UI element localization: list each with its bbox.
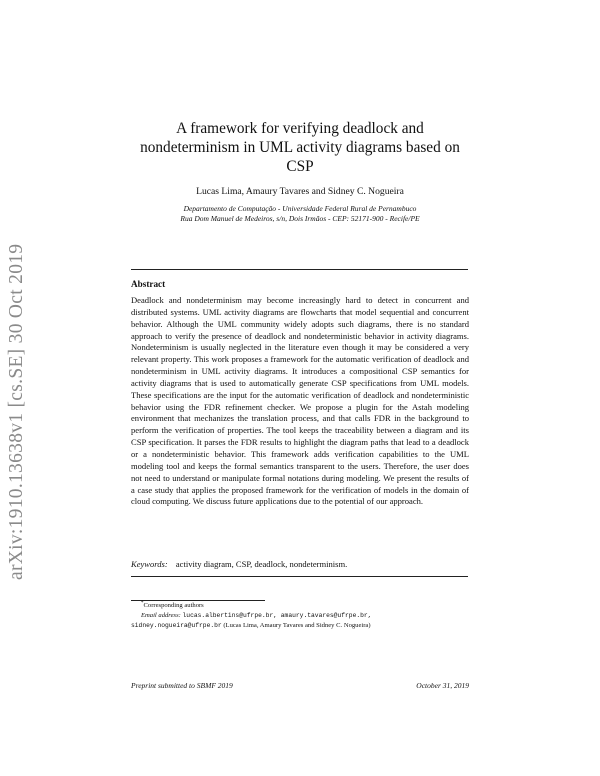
footnote-email-continued	[131, 621, 371, 631]
title-line: nondeterminism in UML activity diagrams based on	[140, 139, 460, 156]
footnote-corresponding	[141, 601, 204, 611]
abstract-heading: Abstract	[131, 279, 166, 289]
paper-title	[100, 119, 500, 176]
keywords	[131, 559, 469, 569]
corresponding-text: Corresponding authors	[143, 602, 204, 609]
abstract-top-rule	[131, 269, 468, 270]
email-address[interactable]: sidney.nogueira@ufrpe.br	[131, 622, 222, 629]
keywords-text: activity diagram, CSP, deadlock, nondeterminism.	[175, 559, 348, 569]
abstract-body: Deadlock and nondeterminism may become increasingly hard to detect in concurrent and distributed systems. UML activity diagrams are flowcharts that model sequential and concurrent behavior. Although the UML community widely adopts such diagrams, there is no standard approach to verify the presence of deadlock and nondeterministic behavior in activity diagrams. Nondeterminism is usually neglected in the literature even though it may be considered a very relevant property. This work proposes a framework for the automatic verification of deadlock and nondeterminism in UML activity diagrams. It introduces a compositional CSP semantics for activity diagrams that is used to automatically generate CSP specifications from UML models. These specifications are the input for the automatic verification of deadlock and nondeterministic behavior using the FDR refinement checker. We propose a plugin for the Astah modeling environment that mechanizes the translation process, and that calls FDR in the background to perform the verification of properties. The tool keeps the traceability between a diagram and its CSP specification. It parses the FDR results to highlight the diagram paths that lead to a deadlock or a nondeterministic behavior. This framework adds verification capabilities to the UML modeling tool and keeps the formal semantics transparent to the users. Therefore, the user does not need to understand or manipulate formal notations during modeling. We present the results of a case study that applies the proposed framework for the verification of models in the domain of cloud computing. We discuss future applications due to the potential of our approach.	[131, 295, 469, 507]
abstract-bottom-rule	[131, 576, 468, 577]
email-author-names: (Lucas Lima, Amaury Tavares and Sidney C. Nogueira)	[223, 622, 371, 629]
author-list: Lucas Lima, Amaury Tavares and Sidney C. Nogueira	[196, 186, 404, 197]
preprint-note: Preprint submitted to SBMF 2019	[131, 681, 233, 690]
keywords-label: Keywords:	[131, 559, 168, 569]
footer-date: October 31, 2019	[416, 681, 469, 690]
affiliation-line: Departamento de Computação - Universidade Federal Rural de Pernambuco	[183, 204, 417, 213]
email-label: Email address:	[141, 612, 181, 619]
arxiv-identifier: arXiv:1910.13638v1 [cs.SE] 30 Oct 2019	[6, 243, 27, 580]
affiliation-line: Rua Dom Manuel de Medeiros, s/n, Dois Irmãos - CEP: 52171-900 - Recife/PE	[180, 214, 420, 224]
footnote-email	[141, 611, 371, 621]
title-line: CSP	[286, 158, 314, 175]
title-line: A framework for verifying deadlock and	[176, 120, 424, 137]
email-addresses[interactable]: lucas.albertins@ufrpe.br, amaury.tavares@ufrpe.br,	[182, 612, 372, 619]
footnote-mark: *	[141, 600, 144, 606]
affiliation	[60, 204, 540, 225]
